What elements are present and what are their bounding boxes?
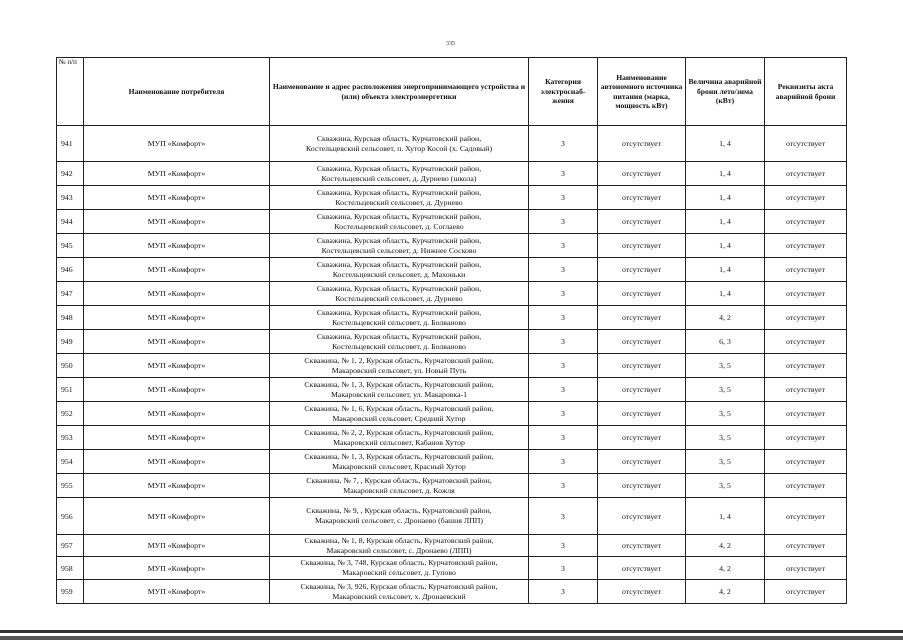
cell-requisites: отсутствует (765, 580, 847, 604)
cell-reserve: 4, 2 (686, 557, 765, 580)
cell-requisites: отсутствует (765, 282, 847, 306)
cell-requisites: отсутствует (765, 210, 847, 234)
cell-num: 943 (57, 186, 84, 210)
cell-address (270, 258, 529, 282)
cell-source: отсутствует (598, 402, 686, 426)
cell-reserve: 6, 3 (686, 330, 765, 354)
cell-reserve: 1, 4 (686, 234, 765, 258)
table-row (57, 580, 847, 604)
cell-reserve: 4, 2 (686, 306, 765, 330)
cell-category: 3 (529, 306, 598, 330)
address-line-1: Скважина, № 7, , Курская область, Курчатовский район, (306, 475, 492, 485)
cell-source: отсутствует (598, 557, 686, 580)
table-row (57, 162, 847, 186)
cell-address (270, 402, 529, 426)
cell-address (270, 306, 529, 330)
cell-category: 3 (529, 535, 598, 557)
address-line-1: Скважина, Курская область, Курчатовский район, (316, 235, 482, 245)
address-line-2: Макаровский сельсовет, с. Дронаево (башня ЛПП) (314, 516, 484, 525)
address-line-1: Скважина, № 2, 2, Курская область, Курчатовский район, (304, 427, 494, 437)
cell-requisites: отсутствует (765, 186, 847, 210)
cell-num: 945 (57, 234, 84, 258)
table-row (57, 535, 847, 557)
address-line-2: Макаровский сельсовет, х. Дронаевский (332, 591, 466, 601)
cell-category: 3 (529, 498, 598, 535)
cell-consumer: МУП «Комфорт» (84, 306, 270, 330)
cell-requisites: отсутствует (765, 258, 847, 282)
table-row (57, 306, 847, 330)
address-line-1: Скважина, № 1, 3, Курская область, Курчатовский район, (304, 379, 494, 389)
cell-reserve: 3, 5 (686, 354, 765, 378)
header-category: Категория электроснаб-жения (529, 58, 598, 126)
cell-address (270, 557, 529, 580)
cell-category: 3 (529, 580, 598, 604)
cell-category: 3 (529, 474, 598, 498)
cell-requisites: отсутствует (765, 330, 847, 354)
cell-address (270, 498, 529, 535)
cell-source: отсутствует (598, 330, 686, 354)
cell-category: 3 (529, 354, 598, 378)
cell-num: 955 (57, 474, 84, 498)
reserve-table (56, 57, 847, 604)
cell-requisites: отсутствует (765, 450, 847, 474)
cell-source: отсутствует (598, 474, 686, 498)
cell-category: 3 (529, 402, 598, 426)
cell-category: 3 (529, 330, 598, 354)
cell-consumer: МУП «Комфорт» (84, 450, 270, 474)
cell-num: 948 (57, 306, 84, 330)
cell-address (270, 282, 529, 306)
cell-reserve: 3, 5 (686, 474, 765, 498)
address-line-1: Скважина, Курская область, Курчатовский район, (316, 187, 482, 197)
cell-address (270, 126, 529, 162)
cell-reserve: 1, 4 (686, 186, 765, 210)
cell-source: отсутствует (598, 282, 686, 306)
cell-consumer: МУП «Комфорт» (84, 186, 270, 210)
address-line-2: Костельцевский сельсовет, д. Дурнево (335, 293, 463, 303)
cell-source: отсутствует (598, 535, 686, 557)
cell-requisites: отсутствует (765, 234, 847, 258)
address-line-1: Скважина, Курская область, Курчатовский район, (316, 133, 482, 143)
address-line-1: Скважина, № 3, 926, Курская область, Курчатовский район, (300, 581, 498, 591)
page-number: 335 (446, 41, 455, 47)
cell-num: 951 (57, 378, 84, 402)
address-line-1: Скважина, № 1, 8, Курская область, Курчатовский район, (304, 535, 494, 545)
cell-address (270, 580, 529, 604)
table-row (57, 474, 847, 498)
cell-num: 958 (57, 557, 84, 580)
cell-source: отсутствует (598, 210, 686, 234)
cell-source: отсутствует (598, 378, 686, 402)
cell-source: отсутствует (598, 258, 686, 282)
cell-source: отсутствует (598, 450, 686, 474)
table-row (57, 378, 847, 402)
cell-num: 947 (57, 282, 84, 306)
cell-num: 954 (57, 450, 84, 474)
cell-reserve: 3, 5 (686, 450, 765, 474)
cell-consumer: МУП «Комфорт» (84, 426, 270, 450)
address-line-1: Скважина, Курская область, Курчатовский район, (316, 331, 482, 341)
address-line-2: Костельцевский сельсовет, д. Болваново (332, 341, 466, 351)
cell-category: 3 (529, 557, 598, 580)
address-line-2: Макаровский сельсовет, ул. Новый Путь (331, 365, 467, 375)
cell-address (270, 474, 529, 498)
cell-consumer: МУП «Комфорт» (84, 498, 270, 535)
cell-requisites: отсутствует (765, 557, 847, 580)
cell-source: отсутствует (598, 354, 686, 378)
cell-category: 3 (529, 210, 598, 234)
table-row (57, 402, 847, 426)
address-line-2: Костельцевский сельсовет, д. Болваново (332, 317, 466, 327)
cell-consumer: МУП «Комфорт» (84, 535, 270, 557)
scan-border-bottom-2 (0, 636, 903, 640)
address-line-1: Скважина, Курская область, Курчатовский район, (316, 163, 482, 173)
table-row (57, 126, 847, 162)
cell-num: 944 (57, 210, 84, 234)
cell-consumer: МУП «Комфорт» (84, 126, 270, 162)
cell-category: 3 (529, 282, 598, 306)
address-line-1: Скважина, № 3, 748, Курская область, Курчатовский район, (300, 558, 498, 567)
address-line-2: Костельцевский сельсовет, д. Соглаево (334, 221, 464, 231)
cell-num: 941 (57, 126, 84, 162)
header-source: Наименование автономного источника питания (марка, мощность кВт) (598, 58, 686, 126)
address-line-2: Макаровский сельсовет, д. Кожля (343, 485, 455, 495)
address-line-2: Макаровский сельсовет, д. Гупово (342, 568, 456, 577)
cell-requisites: отсутствует (765, 402, 847, 426)
cell-address (270, 426, 529, 450)
cell-reserve: 1, 4 (686, 210, 765, 234)
cell-reserve: 1, 4 (686, 258, 765, 282)
header-address: Наименование и адрес расположения энергопринимающего устройства и (или) объекта электроэнергетики (270, 58, 529, 126)
table-row (57, 557, 847, 580)
cell-address (270, 330, 529, 354)
table-row (57, 282, 847, 306)
address-line-2: Макаровский сельсовет, Красный Хутор (332, 461, 466, 471)
address-line-1: Скважина, Курская область, Курчатовский район, (316, 307, 482, 317)
address-line-2: Макаровский сельсовет, с. Дронаево (ЛПП) (326, 545, 472, 555)
address-line-2: Макаровский сельсовет, Средний Хутор (332, 413, 466, 423)
cell-source: отсутствует (598, 426, 686, 450)
table-row (57, 234, 847, 258)
cell-source: отсутствует (598, 162, 686, 186)
address-line-1: Скважина, № 1, 2, Курская область, Курчатовский район, (304, 355, 494, 365)
scan-border-bottom (0, 630, 903, 633)
cell-num: 953 (57, 426, 84, 450)
cell-num: 950 (57, 354, 84, 378)
cell-consumer: МУП «Комфорт» (84, 402, 270, 426)
cell-category: 3 (529, 126, 598, 162)
cell-consumer: МУП «Комфорт» (84, 580, 270, 604)
cell-address (270, 535, 529, 557)
address-line-1: Скважина, № 9, , Курская область, Курчатовский район, (306, 506, 492, 515)
header-requisites: Реквизиты акта аварийной брони (765, 58, 847, 126)
cell-source: отсутствует (598, 498, 686, 535)
cell-consumer: МУП «Комфорт» (84, 258, 270, 282)
cell-reserve: 3, 5 (686, 402, 765, 426)
cell-reserve: 1, 4 (686, 498, 765, 535)
cell-requisites: отсутствует (765, 162, 847, 186)
cell-consumer: МУП «Комфорт» (84, 378, 270, 402)
address-line-2: Макаровский сельсовет, Кабанов Хутор (333, 437, 465, 447)
cell-requisites: отсутствует (765, 426, 847, 450)
cell-address (270, 450, 529, 474)
cell-source: отсутствует (598, 186, 686, 210)
cell-num: 957 (57, 535, 84, 557)
cell-address (270, 186, 529, 210)
address-line-1: Скважина, Курская область, Курчатовский район, (316, 283, 482, 293)
cell-reserve: 1, 4 (686, 126, 765, 162)
cell-num: 942 (57, 162, 84, 186)
cell-source: отсутствует (598, 306, 686, 330)
cell-reserve: 3, 5 (686, 426, 765, 450)
cell-reserve: 1, 4 (686, 162, 765, 186)
table-row (57, 330, 847, 354)
cell-reserve: 1, 4 (686, 282, 765, 306)
table-row (57, 258, 847, 282)
cell-category: 3 (529, 378, 598, 402)
cell-address (270, 354, 529, 378)
cell-category: 3 (529, 450, 598, 474)
cell-address (270, 162, 529, 186)
address-line-2: Костельцевский сельсовет, д. Дурнево (школа) (321, 173, 477, 183)
cell-requisites: отсутствует (765, 535, 847, 557)
table-row (57, 186, 847, 210)
cell-consumer: МУП «Комфорт» (84, 474, 270, 498)
cell-address (270, 210, 529, 234)
address-line-1: Скважина, Курская область, Курчатовский район, (316, 211, 482, 221)
table-header-row (57, 58, 847, 126)
table-body (57, 126, 847, 604)
cell-address (270, 234, 529, 258)
cell-category: 3 (529, 186, 598, 210)
cell-requisites: отсутствует (765, 354, 847, 378)
header-consumer: Наименование потребителя (84, 58, 270, 126)
cell-reserve: 4, 2 (686, 535, 765, 557)
table-row (57, 426, 847, 450)
cell-category: 3 (529, 426, 598, 450)
cell-num: 949 (57, 330, 84, 354)
cell-requisites: отсутствует (765, 474, 847, 498)
cell-requisites: отсутствует (765, 498, 847, 535)
cell-consumer: МУП «Комфорт» (84, 282, 270, 306)
address-line-2: Костельцевский сельсовет, д. Махоньки (332, 269, 466, 279)
cell-source: отсутствует (598, 234, 686, 258)
cell-requisites: отсутствует (765, 126, 847, 162)
cell-requisites: отсутствует (765, 306, 847, 330)
cell-requisites: отсутствует (765, 378, 847, 402)
address-line-2: Костельцевский сельсовет, п. Хутор Косой (х. Садовый) (305, 143, 493, 153)
table-row (57, 354, 847, 378)
address-line-1: Скважина, Курская область, Курчатовский район, (316, 259, 482, 269)
cell-reserve: 4, 2 (686, 580, 765, 604)
table-row (57, 210, 847, 234)
address-line-2: Костельцевский сельсовет, д. Дурнево (335, 197, 463, 207)
cell-consumer: МУП «Комфорт» (84, 210, 270, 234)
cell-category: 3 (529, 234, 598, 258)
cell-consumer: МУП «Комфорт» (84, 330, 270, 354)
address-line-2: Макаровский сельсовет, ул. Макаровка-1 (330, 389, 468, 399)
cell-num: 946 (57, 258, 84, 282)
cell-address (270, 378, 529, 402)
cell-num: 956 (57, 498, 84, 535)
cell-category: 3 (529, 258, 598, 282)
cell-consumer: МУП «Комфорт» (84, 162, 270, 186)
address-line-1: Скважина, № 1, 6, Курская область, Курчатовский район, (304, 403, 494, 413)
cell-consumer: МУП «Комфорт» (84, 557, 270, 580)
cell-source: отсутствует (598, 580, 686, 604)
address-line-2: Костельцевский сельсовет, д. Нижнее Сосково (321, 245, 477, 255)
header-num: № п/п (57, 58, 84, 126)
table-row (57, 450, 847, 474)
header-reserve: Величина аварийной брони лето/зима (кВт) (686, 58, 765, 126)
address-line-1: Скважина, № 1, 3, Курская область, Курчатовский район, (304, 451, 494, 461)
cell-num: 952 (57, 402, 84, 426)
cell-consumer: МУП «Комфорт» (84, 234, 270, 258)
cell-source: отсутствует (598, 126, 686, 162)
cell-consumer: МУП «Комфорт» (84, 354, 270, 378)
cell-reserve: 3, 5 (686, 378, 765, 402)
table-row (57, 498, 847, 535)
cell-category: 3 (529, 162, 598, 186)
cell-num: 959 (57, 580, 84, 604)
